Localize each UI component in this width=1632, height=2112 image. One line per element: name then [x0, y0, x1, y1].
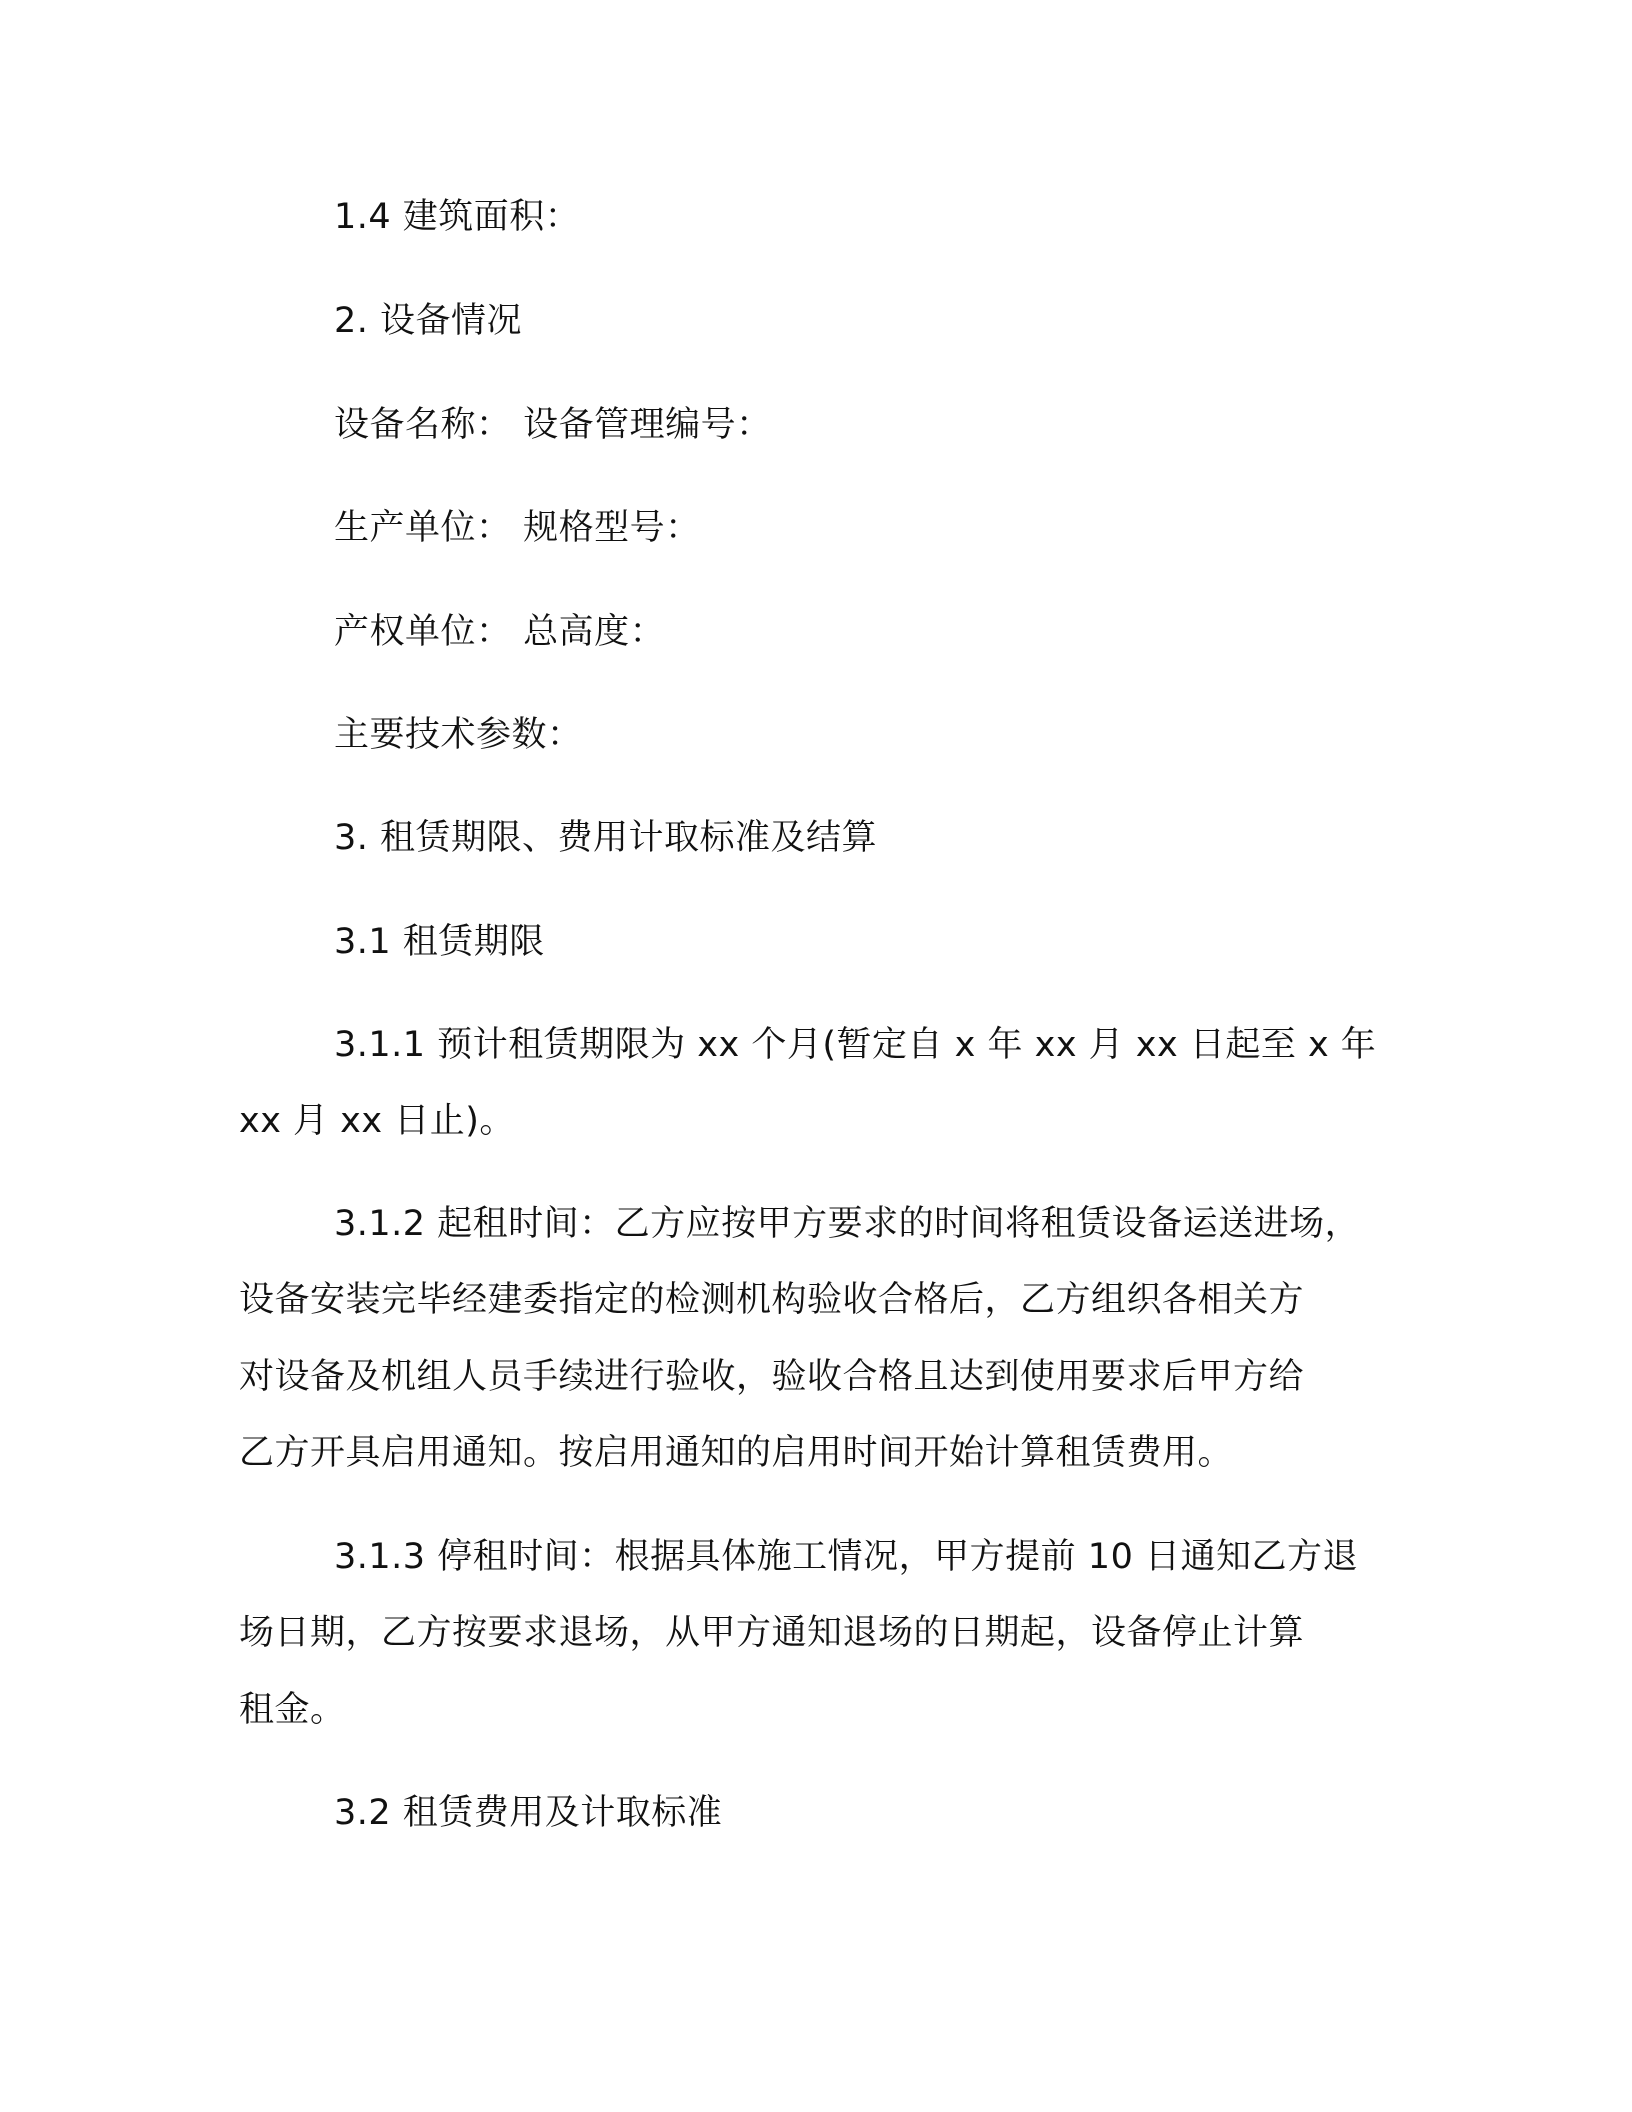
- paragraph-3-1-1-line-1: 3.1.1 预计租赁期限为 xx 个月(暂定自 x 年 xx 月 xx 日起至 x 年: [334, 1025, 1377, 1065]
- paragraph-3-1-2-line-3: 对设备及机组人员手续进行验收，验收合格且达到使用要求后甲方给: [239, 1357, 1305, 1397]
- section-2-equipment-heading: 2. 设备情况: [334, 301, 523, 341]
- field-owner-and-height: 产权单位： 总高度：: [334, 612, 666, 652]
- field-technical-parameters: 主要技术参数：: [334, 715, 583, 755]
- section-3-heading: 3. 租赁期限、费用计取标准及结算: [334, 818, 878, 858]
- paragraph-3-1-1-line-2: xx 月 xx 日止)。: [239, 1101, 515, 1141]
- paragraph-3-1-2-line-4: 乙方开具启用通知。按启用通知的启用时间开始计算租赁费用。: [239, 1433, 1234, 1473]
- field-manufacturer-and-model: 生产单位： 规格型号：: [334, 508, 701, 548]
- section-3-2-heading: 3.2 租赁费用及计取标准: [334, 1793, 723, 1833]
- section-1-4-floor-area: 1.4 建筑面积：: [334, 197, 581, 237]
- paragraph-3-1-2-line-1: 3.1.2 起租时间：乙方应按甲方要求的时间将租赁设备运送进场，: [334, 1204, 1361, 1244]
- paragraph-3-1-3-line-3: 租金。: [239, 1690, 346, 1730]
- paragraph-3-1-2-line-2: 设备安装完毕经建委指定的检测机构验收合格后，乙方组织各相关方: [239, 1280, 1305, 1320]
- field-equipment-name-and-number: 设备名称： 设备管理编号：: [334, 405, 772, 445]
- paragraph-3-1-3-line-2: 场日期，乙方按要求退场，从甲方通知退场的日期起，设备停止计算: [239, 1613, 1305, 1653]
- section-3-1-heading: 3.1 租赁期限: [334, 922, 545, 962]
- paragraph-3-1-3-line-1: 3.1.3 停租时间：根据具体施工情况，甲方提前 10 日通知乙方退: [334, 1537, 1358, 1577]
